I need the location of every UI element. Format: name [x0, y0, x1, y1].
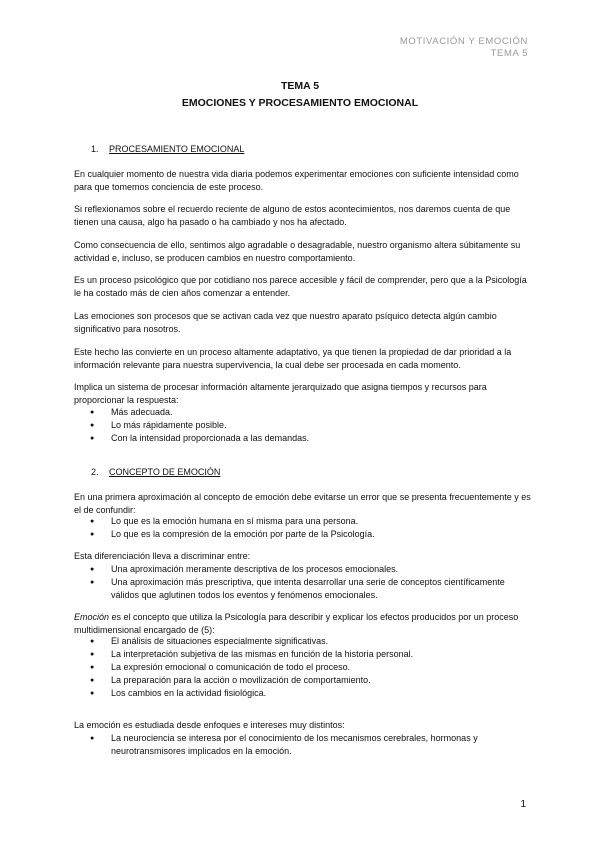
running-header-topic: TEMA 5 — [490, 48, 528, 59]
paragraph: La emoción es estudiada desde enfoques e intereses muy distintos: — [74, 720, 345, 730]
paragraph: Es un proceso psicológico que por cotidiano nos parece accesible y fácil de comprender, pero que a la Psicología le ha costado más de cien años comenzar a entender. — [74, 275, 527, 298]
section-number: 1. — [91, 144, 99, 154]
list-item: ● Una aproximación más prescriptiva, que intenta desarrollar una serie de conceptos científicamente válidos que aglutinen todos los eventos y fenómenos emocionales. — [90, 576, 530, 602]
list-item: ● Con la intensidad proporcionada a las demandas. — [90, 432, 530, 445]
section-heading-2 — [91, 466, 220, 479]
list-item: ● Más adecuada. — [90, 406, 530, 419]
running-header-subject: MOTIVACIÓN Y EMOCIÓN — [399, 36, 528, 47]
bullet-list — [90, 563, 530, 602]
bullet-list — [90, 732, 530, 758]
list-item: ● La interpretación subjetiva de las mismas en función de la historia personal. — [90, 648, 530, 661]
paragraph: Este hecho las convierte en un proceso altamente adaptativo, ya que tienen la propiedad de dar prioridad a la información relevante para nuestra supervivencia, la cual debe ser procesada en cada momento. — [74, 347, 512, 370]
list-item: ● Lo que es la emoción humana en sí misma para una persona. — [90, 515, 530, 528]
section-heading-1 — [91, 143, 244, 156]
definition-text: es el concepto que utiliza la Psicología para describir y explicar los efectos producidos por un proceso multidimensional encargado de (5): — [74, 612, 519, 635]
paragraph: En una primera aproximación al concepto de emoción debe evitarse un error que se presenta frecuentemente y es el de confundir: — [74, 492, 531, 515]
bullet-list — [90, 635, 530, 700]
document-subtitle: EMOCIONES Y PROCESAMIENTO EMOCIONAL — [181, 97, 419, 109]
section-label: CONCEPTO DE EMOCIÓN — [109, 467, 221, 477]
paragraph: Si reflexionamos sobre el recuerdo reciente de alguno de estos acontecimientos, nos daremos cuenta de que tienen una causa, algo ha pasado o ha cambiado y nos ha afectado. — [74, 204, 511, 227]
list-item: ● Lo más rápidamente posible. — [90, 419, 530, 432]
list-item: ● El análisis de situaciones especialmente significativas. — [90, 635, 530, 648]
section-number: 2. — [91, 467, 99, 477]
list-item: ● La neurociencia se interesa por el conocimiento de los mecanismos cerebrales, hormonas y neurotransmisores implicados en la emoción. — [90, 732, 530, 758]
list-item: ● Lo que es la compresión de la emoción por parte de la Psicología. — [90, 528, 530, 541]
bullet-list — [90, 406, 530, 445]
paragraph: Esta diferenciación lleva a discriminar entre: — [74, 551, 251, 561]
paragraph: Implica un sistema de procesar información altamente jerarquizado que asigna tiempos y recursos para proporcionar la respuesta: — [74, 382, 487, 405]
definition-paragraph — [74, 611, 534, 637]
list-item: ● Una aproximación meramente descriptiva de los procesos emocionales. — [90, 563, 530, 576]
list-item: ● La preparación para la acción o movilización de comportamiento. — [90, 674, 530, 687]
document-title: TEMA 5 — [280, 80, 320, 92]
bullet-list — [90, 515, 530, 541]
paragraph: En cualquier momento de nuestra vida diaria podemos experimentar emociones con suficiente intensidad como para que tomemos conciencia de este proceso. — [74, 169, 519, 192]
paragraph: Como consecuencia de ello, sentimos algo agradable o desagradable, nuestro organismo altera súbitamente su actividad e, incluso, se producen cambios en nuestro comportamiento. — [74, 240, 521, 263]
definition-term: Emoción — [74, 612, 110, 622]
list-item: ● Los cambios en la actividad fisiológica. — [90, 687, 530, 700]
list-item: ● La expresión emocional o comunicación de todo el proceso. — [90, 661, 530, 674]
section-label: PROCESAMIENTO EMOCIONAL — [109, 144, 245, 154]
page-number: 1 — [520, 799, 526, 810]
paragraph: Las emociones son procesos que se activan cada vez que nuestro aparato psíquico detecta algún cambio significativo para nosotros. — [74, 311, 497, 334]
